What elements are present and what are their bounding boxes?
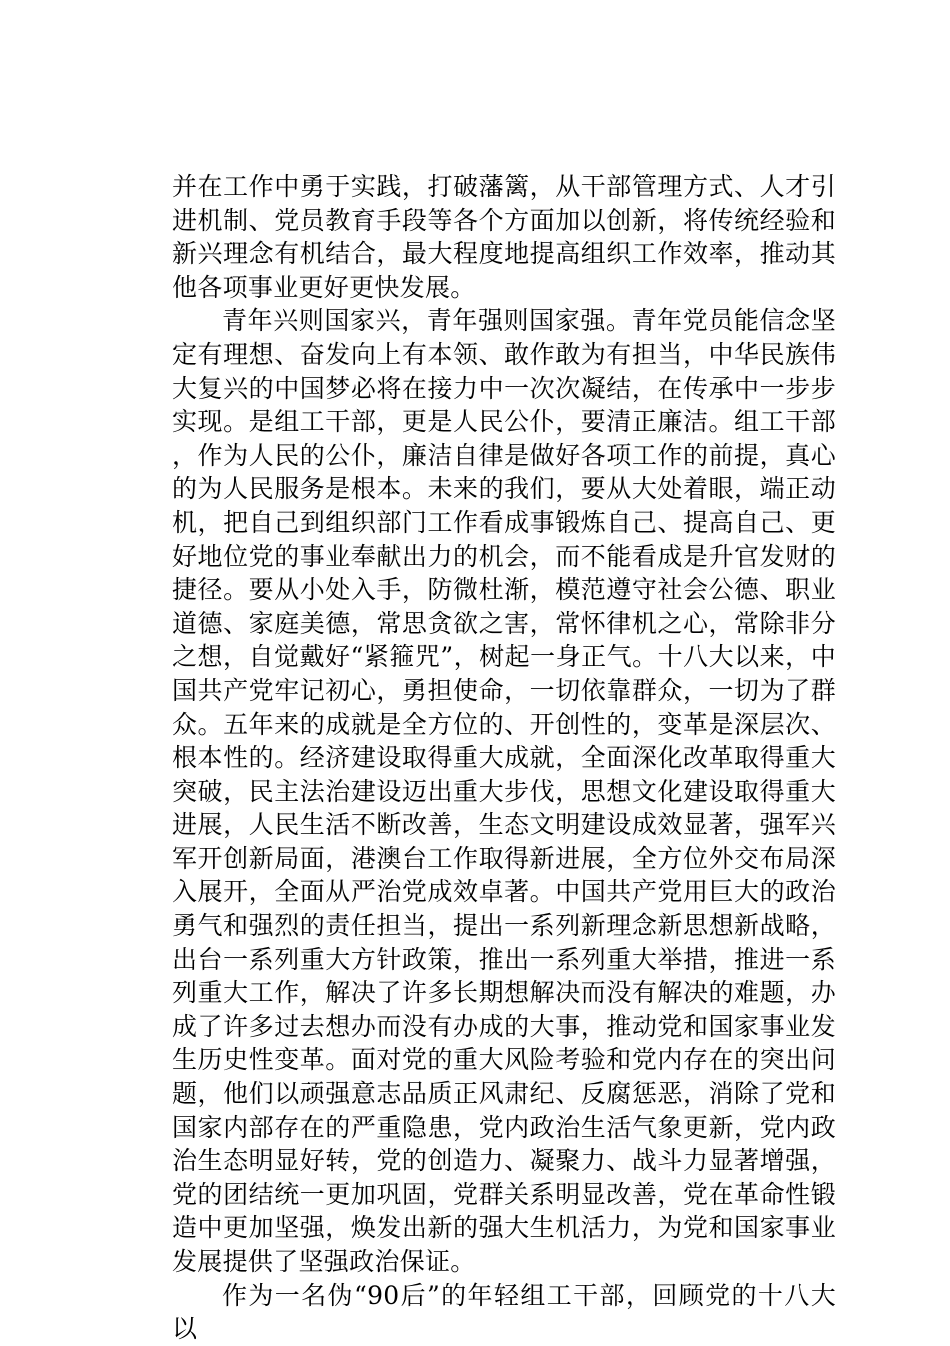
paragraph-continuation: 并在工作中勇于实践，打破藩篱，从干部管理方式、人才引进机制、党员教育手段等各个方面加以创新，将传统经验和新兴理念有机结合，最大程度地提高组织工作效率，推动其他各项事业更好更快发展。 <box>172 172 836 302</box>
paragraph-youth-and-party: 青年兴则国家兴，青年强则国家强。青年党员能信念坚定有理想、奋发向上有本领、敢作敢为有担当，中华民族伟大复兴的中国梦必将在接力中一次次凝结，在传承中一步步实现。是组工干部，更是人民公仆，要清正廉洁。组工干部，作为人民的公仆，廉洁自律是做好各项工作的前提，真心的为人民服务是根本。未来的我们，要从大处着眼，端正动机，把自己到组织部门工作看成事锻炼自己、提高自己、更好地位党的事业奉献出力的机会，而不能看成是升官发财的捷径。要从小处入手，防微杜渐，模范遵守社会公德、职业道德、家庭美德，常思贪欲之害，常怀律机之心，常除非分之想，自觉戴好“紧箍咒”，树起一身正气。十八大以来，中国共产党牢记初心，勇担使命，一切依靠群众，一切为了群众。五年来的成就是全方位的、开创性的，变革是深层次、根本性的。经济建设取得重大成就，全面深化改革取得重大突破，民主法治建设迈出重大步伐，思想文化建设取得重大进展，人民生活不断改善，生态文明建设成效显著，强军兴军开创新局面，港澳台工作取得新进展，全方位外交布局深入展开，全面从严治党成效卓著。中国共产党用巨大的政治勇气和强烈的责任担当，提出一系列新理念新思想新战略，出台一系列重大方针政策，推出一系列重大举措，推进一系列重大工作，解决了许多长期想解决而没有解决的难题，办成了许多过去想办而没有办成的大事，推动党和国家事业发生历史性变革。面对党的重大风险考验和党内存在的突出问题，他们以顽强意志品质正风肃纪、反腐惩恶，消除了党和国家内部存在的严重隐患，党内政治生活气象更新，党内政治生态明显好转，党的创造力、凝聚力、战斗力显著增强，党的团结统一更加巩固，党群关系明显改善，党在革命性锻造中更加坚强，焕发出新的强大生机活力，为党和国家事业发展提供了坚强政治保证。 <box>172 306 836 1276</box>
document-body <box>172 170 836 1346</box>
paragraph-reflection-start: 作为一名伪“90后”的年轻组工干部，回顾党的十八大以 <box>172 1280 836 1344</box>
